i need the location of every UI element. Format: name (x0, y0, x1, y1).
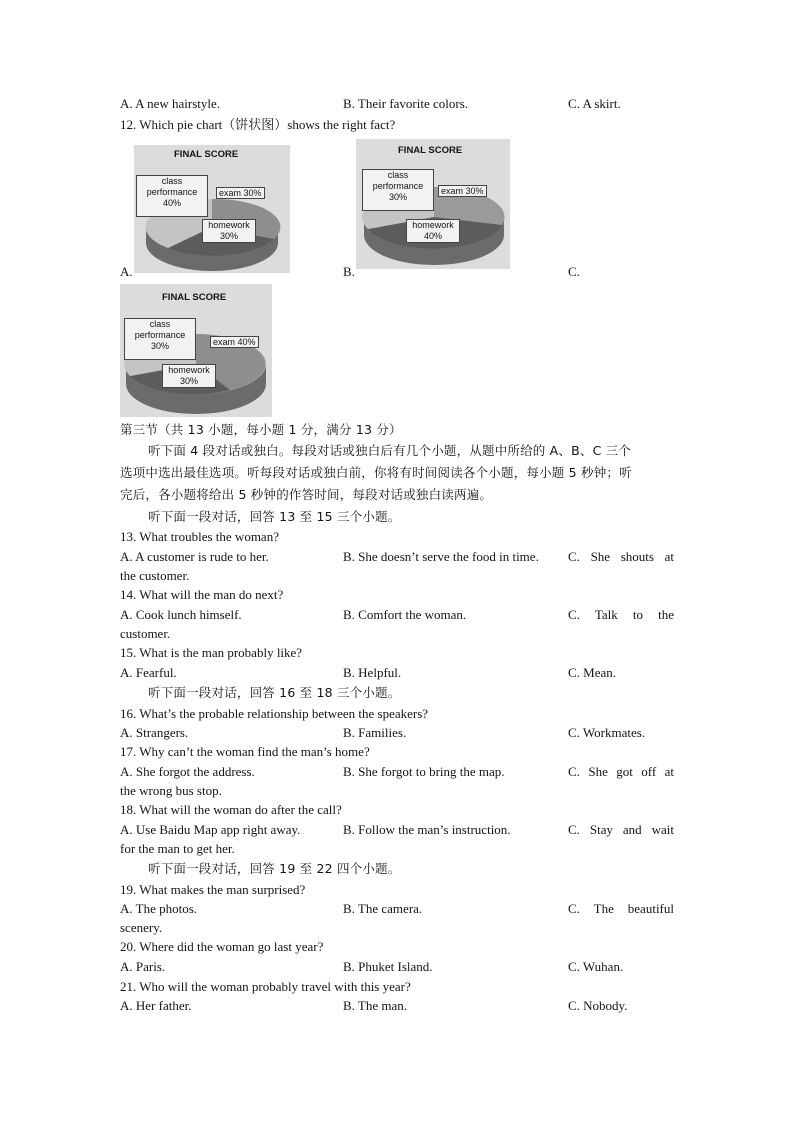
q11-options (120, 96, 674, 112)
section3-instructions-1: 听下面 4 段对话或独白。每段对话或独白后有几个小题，从题中所给的 A、B、C 三个 (148, 443, 632, 458)
q18-option-c: C. Stay and wait (568, 822, 674, 837)
dialogue-13-15-intro: 听下面一段对话，回答 13 至 15 三个小题。 (148, 509, 401, 524)
pie-chart-c-class-box (124, 318, 196, 360)
q14-question: 14. What will the man do next? (120, 587, 284, 602)
pie-chart-c-homework-label-1: homework (168, 365, 210, 375)
q13-option-c-continued: the customer. (120, 568, 190, 583)
q16-question: 16. What’s the probable relationship between the speakers? (120, 706, 429, 721)
pie-chart-b-class-label-3: 30% (388, 192, 407, 202)
q14-option-a: A. Cook lunch himself. (120, 607, 242, 622)
q20-option-c: C. Wuhan. (568, 959, 624, 974)
q18-option-b: B. Follow the man’s instruction. (343, 822, 511, 837)
q16-option-b: B. Families. (343, 725, 407, 740)
q16-option-a: A. Strangers. (120, 725, 189, 740)
q18-option-a: A. Use Baidu Map app right away. (120, 822, 301, 837)
q12-question: 12. Which pie chart（饼状图）shows the right fact? (120, 117, 396, 132)
pie-chart-b-homework-label-2: 40% (423, 231, 442, 241)
pie-chart-b-homework-box (406, 219, 460, 243)
q20-option-a: A. Paris. (120, 959, 166, 974)
q17-option-c-continued: the wrong bus stop. (120, 783, 222, 798)
q18-question: 18. What will the woman do after the call? (120, 802, 342, 817)
pie-chart-b-class-box (362, 169, 434, 211)
pie-chart-a-homework-label-1: homework (208, 220, 250, 230)
section3-heading: 第三节（共 13 小题，每小题 1 分，满分 13 分） (120, 422, 402, 437)
pie-chart-c-exam-label: exam 40% (210, 336, 259, 348)
q14-option-c: C. Talk to the (568, 607, 674, 622)
pie-chart-a-class-box (136, 175, 208, 217)
q12-label-b: B. (343, 264, 355, 279)
q17-question: 17. Why can’t the woman find the man’s home? (120, 744, 370, 759)
pie-chart-b-title: FINAL SCORE (398, 145, 463, 156)
q17-options (120, 764, 674, 780)
q14-option-b: B. Comfort the woman. (343, 607, 467, 622)
q19-question: 19. What makes the man surprised? (120, 882, 306, 897)
q18-option-c-continued: for the man to get her. (120, 841, 235, 856)
q16-option-c: C. Workmates. (568, 725, 646, 740)
pie-chart-b-class-label-2: performance (372, 181, 424, 191)
q19-option-a: A. The photos. (120, 901, 198, 916)
pie-chart-b (356, 139, 510, 269)
section3-instructions-3: 完后，各小题将给出 5 秒钟的作答时间，每段对话或独白读两遍。 (120, 487, 493, 502)
q19-option-c: C. The beautiful (568, 901, 674, 916)
section3-instructions-2: 选项中选出最佳选项。听每段对话或独白前，你将有时间阅读各个小题，每小题 5 秒钟；听 (120, 465, 632, 480)
pie-chart-a-class-label-3: 40% (162, 198, 181, 208)
q21-question: 21. Who will the woman probably travel with this year? (120, 979, 411, 994)
pie-chart-c-homework-box (162, 364, 216, 388)
pie-chart-a-homework-label-2: 30% (219, 231, 238, 241)
pie-chart-c-homework-label-2: 30% (179, 376, 198, 386)
q15-option-b: B. Helpful. (343, 665, 402, 680)
q14-option-c-continued: customer. (120, 626, 171, 641)
q20-question: 20. Where did the woman go last year? (120, 939, 324, 954)
q21-options (120, 998, 674, 1014)
q21-option-b: B. The man. (343, 998, 408, 1013)
pie-chart-a-exam-label: exam 30% (216, 187, 265, 199)
q16-options (120, 725, 674, 741)
q11-option-a: A. A new hairstyle. (120, 96, 221, 111)
dialogue-19-22-intro: 听下面一段对话，回答 19 至 22 四个小题。 (148, 861, 401, 876)
q17-option-c: C. She got off at (568, 764, 674, 779)
q15-options (120, 665, 674, 681)
pie-chart-a (134, 145, 290, 273)
pie-chart-b-class-label-1: class (387, 170, 409, 180)
pie-chart-a-homework-box (202, 219, 256, 243)
q21-option-c: C. Nobody. (568, 998, 628, 1013)
q17-option-a: A. She forgot the address. (120, 764, 255, 779)
q15-option-a: A. Fearful. (120, 665, 177, 680)
pie-chart-c-class-label-1: class (149, 319, 171, 329)
pie-chart-a-title: FINAL SCORE (174, 149, 239, 160)
pie-chart-a-class-label-2: performance (146, 187, 198, 197)
pie-chart-a-class-label-1: class (161, 176, 183, 186)
q20-options (120, 959, 674, 975)
pie-chart-c-class-label-2: performance (134, 330, 186, 340)
pie-chart-b-exam-label: exam 30% (438, 185, 487, 197)
q15-question: 15. What is the man probably like? (120, 645, 303, 660)
q17-option-b: B. She forgot to bring the map. (343, 764, 505, 779)
pie-chart-c-title: FINAL SCORE (162, 292, 227, 303)
q19-option-b: B. The camera. (343, 901, 423, 916)
q19-options (120, 901, 674, 917)
q11-option-b: B. Their favorite colors. (343, 96, 469, 111)
q13-option-c: C. She shouts at (568, 549, 674, 564)
q13-options (120, 549, 674, 565)
q18-options (120, 822, 674, 838)
pie-chart-b-homework-label-1: homework (412, 220, 454, 230)
q12-label-a: A. (120, 264, 133, 279)
q11-option-c: C. A skirt. (568, 96, 621, 111)
q15-option-c: C. Mean. (568, 665, 617, 680)
q21-option-a: A. Her father. (120, 998, 192, 1013)
q12-label-c: C. (568, 264, 580, 279)
q14-options (120, 607, 674, 623)
pie-chart-c-class-label-3: 30% (150, 341, 169, 351)
q13-option-a: A. A customer is rude to her. (120, 549, 269, 564)
q13-question: 13. What troubles the woman? (120, 529, 279, 544)
q13-option-b: B. She doesn’t serve the food in time. (343, 549, 539, 564)
q19-option-c-continued: scenery. (120, 920, 163, 935)
q20-option-b: B. Phuket Island. (343, 959, 433, 974)
pie-chart-c (120, 284, 272, 417)
dialogue-16-18-intro: 听下面一段对话，回答 16 至 18 三个小题。 (148, 685, 401, 700)
